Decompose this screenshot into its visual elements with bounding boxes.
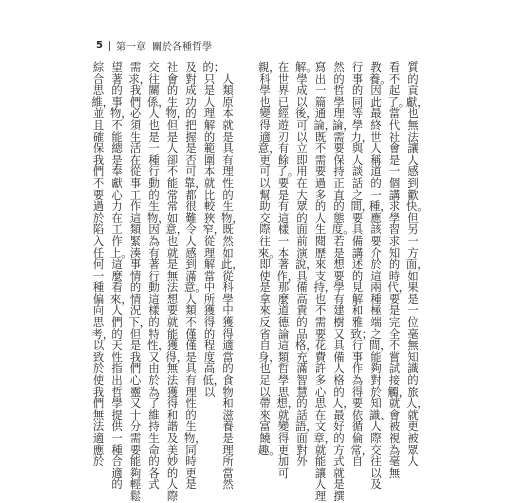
text-column: 的；只是人理解的範圍本就比較狹窄，從理解當中所獲得的程度高低，以 bbox=[202, 61, 226, 399]
text-column: 看不起了。當代社會是一個講求學習求知的時代，要是完全不嘗試接觸，就會被視為毫無 bbox=[387, 61, 411, 480]
text-column: 需求，我們必須生活在從事工作這類緊湊事情的情況下，但是我們心靈又十分需要能夠輕鬆 bbox=[128, 61, 152, 503]
text-column: 行事的同等學力，與人談話之間，要具備講述的見解和雅致；行事作為得要依循倫常，自 bbox=[350, 61, 374, 469]
text-column: 寫出一篇通論，既不需要過多的人生閱歷來支持，也不需要花費許多心思在文章，就能讓人理 bbox=[313, 61, 337, 503]
text-column: 及對成功的把握是否可靠，都很難令人感到滿意。人類不僅僅是具有理性的生物，同時更是 bbox=[184, 61, 207, 492]
text-column: 綜合思維，並且確保我們不要過於陷入任何一種偏向思考，以致於使我們無法適應於 bbox=[91, 61, 115, 469]
text-column: 親，科學也變得適意，更可以幫助交際往來。即使是拿來反省自身，也足以帶來富饒趣。 bbox=[258, 61, 281, 457]
text-column: 解。學成以後，可以立即用在大眾的面前演說，具備高貴的品格，充滿智慧的話語，面對外 bbox=[295, 61, 318, 469]
vertical-text-body bbox=[91, 61, 429, 503]
text-column: 質的貢獻，也無法讓人感到歡快。但另一方面，如果是一位毫無知識的旅人，就更被眾人 bbox=[406, 61, 429, 469]
running-header bbox=[96, 38, 212, 53]
text-column: 人類原本就是具有理性的生物，既然如此，從科學中獲得適當的食物和滋養是理所當然 bbox=[221, 61, 244, 492]
text-column: 社會的生物，但是人卻不能常常如意，也就是無法想要就能獲得，無法獲得和諧及美妙的人際 bbox=[165, 61, 189, 503]
text-column: 教養。因此最終世人稱道的一種，應該要介於這兩種極端之間，能夠對於知識、人際交往以及 bbox=[369, 61, 392, 492]
chapter-label: 第一章 bbox=[115, 42, 146, 53]
text-column: 交往關係，人也是一種行動的生物，因為有著行動這樣的特性，又由於為了維持生命的各式 bbox=[147, 61, 170, 492]
text-column: 然的哲學理論，需要保持正直的態度。若是想要學有建樹又具備人格的人，最好的方式就是撰 bbox=[332, 61, 355, 503]
chapter-title: 關於各種哲學 bbox=[151, 42, 212, 53]
text-column: 望著的事物，不能總是奉獻心力在工作上。這麼看來，人們的天性指出哲學提供一種合適的 bbox=[110, 61, 133, 492]
page-number: 5 bbox=[96, 40, 103, 51]
text-column: 在世界已經遊刃有餘了。要是有這樣一本著作，那麼道德論這類哲學思想，就變得更加可 bbox=[276, 61, 300, 480]
header-divider bbox=[109, 41, 110, 51]
